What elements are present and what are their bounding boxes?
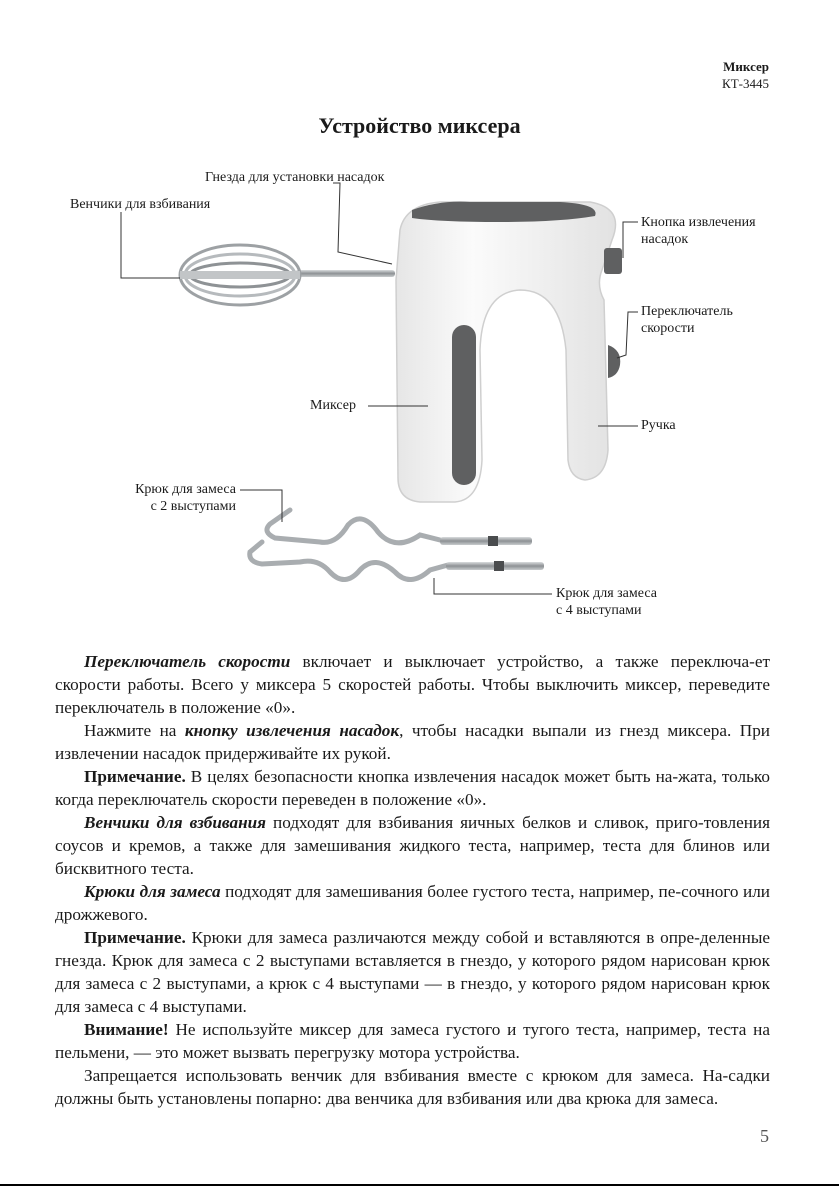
hook-2-shaft — [440, 537, 532, 545]
callout-hook4-line2: с 4 выступами — [556, 603, 642, 618]
page-number: 5 — [760, 1126, 769, 1146]
note-label: Примечание. — [84, 767, 186, 786]
paragraph-whisks-text: подходят для взбивания яичных белков и сливок, приго-товления соусов и кремов, а также для замешивания жидкого теста, например, теста для блинов или бисквитного теста. — [55, 813, 770, 878]
leader-eject — [623, 222, 638, 258]
paragraph-hooks — [55, 880, 770, 926]
paragraph-note-safety — [55, 765, 770, 811]
paragraph-hooks-text: подходят для замешивания более густого теста, например, пе-сочного или дрожжевого. — [55, 882, 771, 924]
leader-whisks — [121, 212, 180, 278]
paragraph-note-hooks — [55, 926, 770, 1018]
hook-4-wire — [250, 542, 448, 580]
paragraph-speed-switch — [55, 650, 770, 719]
header-model: КТ-3445 — [722, 76, 769, 91]
callout-eject-line2: насадок — [641, 232, 689, 247]
instructions-text — [55, 650, 770, 1110]
dough-hook-2 — [267, 510, 532, 546]
callout-hook-4 — [556, 585, 657, 619]
paragraph-pairing: Запрещается использовать венчик для взбивания вместе с крюком для замеса. На-садки должны быть установлены попарно: два венчика для взбивания или два крюка для замеса. — [55, 1066, 770, 1108]
paragraph-eject-text: , чтобы насадки выпали из гнезд миксера. При извлечении насадок придерживайте их рукой. — [55, 721, 770, 763]
side-grip-insert — [452, 325, 476, 485]
paragraph-warning-text: Не используйте миксер для замеса густого и тугого теста, например, теста на пельмени, — это может вызвать перегрузку мотора устройства. — [55, 1020, 770, 1062]
term-eject-button: кнопку извлечения насадок — [184, 721, 400, 740]
callout-hook2-line2: с 2 выступами — [150, 499, 236, 514]
paragraph-speed-switch-text: включает и выключает устройство, а также переключа-ет скорости работы. Всего у миксера 5 скоростей работы. Чтобы выключить миксер, переведите переключатель в положение «0». — [55, 652, 770, 717]
term-whisks: Венчики для взбивания — [84, 813, 267, 832]
callout-speed-line1: Переключатель — [641, 304, 733, 319]
mixer-housing — [396, 202, 616, 502]
callout-speed-switch — [641, 303, 733, 337]
hook-2-collar — [488, 536, 498, 546]
term-hooks: Крюки для замеса — [84, 882, 221, 901]
callout-hook2-line1: Крюк для замеса — [135, 482, 236, 497]
paragraph-note-safety-text: В целях безопасности кнопка извлечения насадок может быть на-жата, только когда переключатель скорости переведен в положение «0». — [55, 767, 770, 809]
paragraph-eject-pre: Нажмите на — [84, 721, 185, 740]
leader-speed — [617, 312, 638, 358]
page-title: Устройство миксера — [318, 113, 521, 138]
hook-4-collar — [494, 561, 504, 571]
paragraph-whisks — [55, 811, 770, 880]
term-speed-switch: Переключатель скорости — [84, 652, 291, 671]
callout-whisks: Венчики для взбивания — [70, 197, 211, 212]
header-product: Миксер — [723, 59, 769, 74]
callout-handle: Ручка — [641, 418, 676, 433]
callout-hook-2 — [110, 481, 236, 515]
bottom-rule — [0, 1184, 839, 1186]
mixer-diagram — [0, 160, 839, 630]
callout-hook4-line1: Крюк для замеса — [556, 586, 657, 601]
paragraph-warning — [55, 1018, 770, 1064]
callout-speed-line2: скорости — [641, 321, 695, 336]
hook-2-wire — [267, 510, 440, 543]
eject-button — [604, 248, 622, 274]
callout-sockets: Гнезда для установки насадок — [205, 170, 385, 185]
paragraph-note-hooks-text: Крюки для замеса различаются между собой и вставляются в опре-деленные гнезда. Крюк для замеса с 2 выступами вставляется в гнездо, у которого рядом нарисован крюк для замеса с 2 выступами, а крюк с 4 выступами — в гнездо, у которого рядом нарисован крюк для замеса с 4 выступами. — [55, 928, 770, 1016]
leader-hook-4 — [434, 578, 552, 594]
callout-eject-button — [641, 214, 756, 248]
callout-eject-line1: Кнопка извлечения — [641, 215, 756, 230]
leader-sockets — [333, 183, 392, 264]
mixer-body — [396, 202, 622, 502]
whisk-center-bar — [180, 271, 300, 279]
page-header — [722, 58, 769, 92]
whisk-shaft — [295, 270, 395, 277]
warning-label: Внимание! — [84, 1020, 169, 1039]
note-label: Примечание. — [84, 928, 186, 947]
dough-hook-4 — [250, 542, 544, 580]
paragraph-eject — [55, 719, 770, 765]
top-vent-panel — [412, 202, 596, 222]
speed-switch — [608, 345, 620, 378]
callout-mixer: Миксер — [310, 398, 356, 413]
whisk-attachment — [180, 245, 395, 305]
